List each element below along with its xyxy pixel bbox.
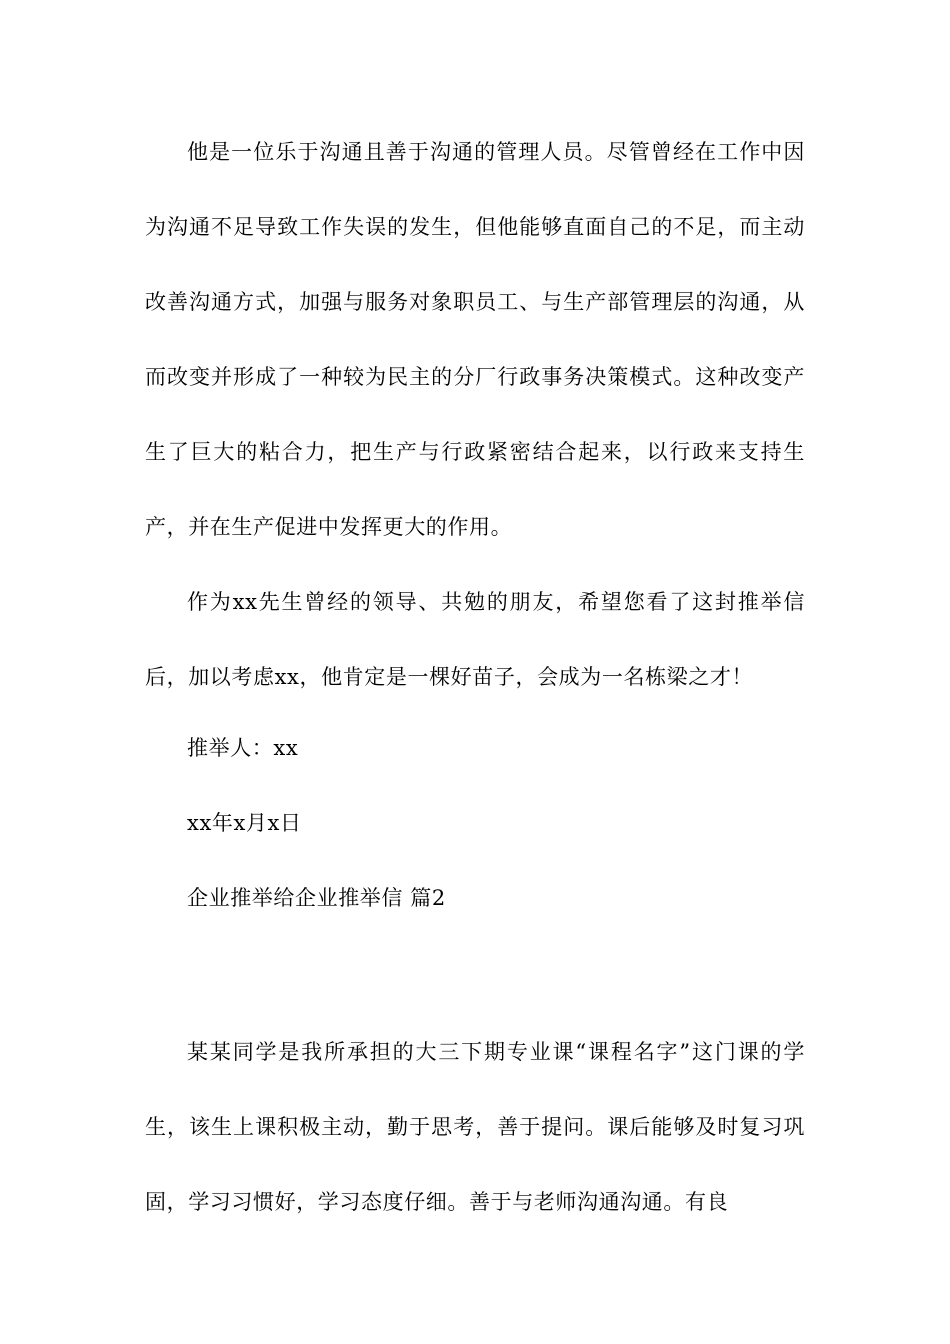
date-line: xx年x月x日: [187, 811, 302, 835]
signature-line: 推举人：xx: [187, 736, 299, 760]
body-paragraph-recommendation: 作为xx先生曾经的领导、共勉的朋友，希望您看了这封推举信后，加以考虑xx，他肯定是一棵好苗子，会成为一名栋梁之才！: [145, 590, 805, 689]
body-paragraph-communication: 他是一位乐于沟通且善于沟通的管理人员。尽管曾经在工作中因为沟通不足导致工作失误的发生，但他能够直面自己的不足，而主动改善沟通方式，加强与服务对象职员工、与生产部管理层的沟通，从而改变并形成了一种较为民主的分厂行政事务决策模式。这种改变产生了巨大的粘合力，把生产与行政紧密结合起来，以行政来支持生产，并在生产促进中发挥更大的作用。: [145, 140, 805, 539]
body-paragraph-student: 某某同学是我所承担的大三下期专业课“课程名字”这门课的学生，该生上课积极主动，勤于思考，善于提问。课后能够及时复习巩固，学习习惯好，学习态度仔细。善于与老师沟通沟通。有良: [145, 1040, 805, 1214]
section-title: 企业推举给企业推举信 篇2: [187, 886, 446, 910]
